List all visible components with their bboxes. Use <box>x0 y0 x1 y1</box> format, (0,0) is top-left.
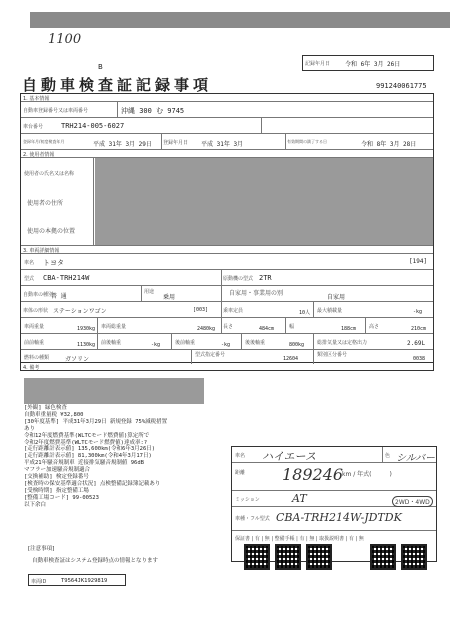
reg-label: 自動車登録番号又は車両番号 <box>23 108 89 114</box>
displacement-value: 2.69L <box>407 340 426 347</box>
notice-text: 自動車検査証はシステム登録時点の情報となります <box>32 558 158 564</box>
vehicle-id-box <box>28 574 126 586</box>
model-value: CBA-TRH214W <box>43 274 90 282</box>
form-color-label: 色 <box>385 453 391 459</box>
user-base-label: 使用の本拠の位置 <box>27 228 76 235</box>
user-name-label: 使用者の氏名又は名称 <box>24 171 75 177</box>
qr-code <box>275 544 301 570</box>
maker-value: トヨタ <box>43 259 64 267</box>
type-no-label: 型式指定番号 <box>195 352 226 358</box>
length-label: 長さ <box>223 324 234 330</box>
remarks-line: [走行距離計表示値] 81,300km(令和4年3月17日) <box>24 453 152 460</box>
form-carname-value: ハイエース <box>262 450 317 463</box>
height-label: 高さ <box>369 324 380 330</box>
reg-date-value: 平成 31年 3月 <box>201 141 244 148</box>
remarks-line: [走行距離計表示値] 135,600km(令和6年3月26日) <box>24 446 156 453</box>
rf-axle-value: -kg <box>221 342 231 348</box>
issue-date-label: 記録年月日 <box>305 61 331 67</box>
height-value: 210cm <box>411 326 427 332</box>
remarks-line: [受検時期] 指定整備工場 <box>24 487 89 494</box>
qr-code <box>370 544 396 570</box>
qr-code <box>244 544 270 570</box>
top-banner <box>30 12 450 28</box>
page-title: 自動車検査証記録事項 <box>22 76 213 94</box>
form-footer: 保証書 | 有 | 無 | 整備手帳 | 有 | 無 | 取扱説明書 | 有 | 無 <box>235 536 364 542</box>
form-type-value: CBA-TRH214W-JDTDK <box>276 511 402 524</box>
fuel-value: ガソリン <box>65 356 90 363</box>
redacted-user-info <box>95 158 433 245</box>
private-value: 自家用 <box>327 294 346 301</box>
form-distance-unit: km / 年式( ) <box>342 471 392 478</box>
displacement-label: 総排気量又は定格出力 <box>317 340 368 346</box>
expiry-value: 令和 8年 3月 28日 <box>361 141 417 148</box>
handwritten-note: 1100 <box>48 32 82 47</box>
max-load-label: 最大積載量 <box>317 308 343 314</box>
model-label: 型式 <box>24 276 35 282</box>
remarks-line: 平成21年騒音規制車 近接排気騒音規制値 96dB <box>24 460 144 467</box>
maker-label: 車名 <box>24 260 35 266</box>
expiry-label: 有効期間の満了する日 <box>287 139 327 144</box>
body-label: 車体の形状 <box>23 308 49 314</box>
engine-label: 原動機の型式 <box>223 276 254 282</box>
body-value: ステーションワゴン <box>53 308 107 315</box>
remarks-header <box>20 363 434 371</box>
remarks-line: 自動車重量税 ¥32,800 <box>24 411 84 418</box>
chassis-value: TRH214-005-6027 <box>61 122 125 130</box>
section-basic: 1. 基本情報 <box>23 96 50 102</box>
remarks-line: [交換補助] 検定登録番号 <box>24 474 89 480</box>
form-carname-label: 車名 <box>235 453 246 459</box>
inspection-record-sheet <box>20 93 434 363</box>
weight-value: 1930kg <box>77 326 96 332</box>
vehicle-id-value: T9564JK1929819 <box>61 578 108 584</box>
remarks-line: [外観] 緑色検査 <box>24 405 67 411</box>
engine-value: 2TR <box>259 274 272 282</box>
form-distance-label: 距離 <box>235 470 246 476</box>
fr-axle-value: -kg <box>151 342 161 348</box>
redacted-remarks-block <box>24 378 204 404</box>
maker-code: [194] <box>409 258 428 265</box>
issue-date-box <box>302 55 434 71</box>
section-vehicle: 3. 車両詳細情報 <box>23 248 60 254</box>
form-mission-label: ミッション <box>235 497 260 503</box>
remarks-line: [30年度基準] 平成31年3月29日 新規登録 75%減税措置 <box>24 418 168 425</box>
gross-label: 車両総重量 <box>101 324 127 330</box>
kind-label: 自動車の種別 <box>23 292 54 298</box>
form-type-label: 車種・フル型式 <box>235 516 270 522</box>
capacity-value: 10人 <box>299 310 311 316</box>
form-drive-value: 2WD・4WD <box>392 496 433 507</box>
rr-axle-value: 800kg <box>289 342 305 348</box>
weight-label: 車両重量 <box>24 324 45 330</box>
remarks-line: マフラー加速騒音規制適合 <box>24 467 91 474</box>
first-reg-label: 登録年月/初度検査年月 <box>23 139 65 144</box>
remarks-line: 令和2年度燃費基準(WLTCモード燃費値)達成率:? <box>24 439 148 446</box>
width-value: 188cm <box>341 326 357 332</box>
vehicle-id-label: 車両ID <box>31 579 47 585</box>
rf-axle-label: 後前軸重 <box>175 340 196 346</box>
width-label: 幅 <box>289 324 295 330</box>
section-user: 2. 使用者情報 <box>23 152 55 158</box>
fr-axle-label: 前後軸重 <box>101 340 122 346</box>
max-load-value: -kg <box>413 309 423 315</box>
remarks-line: あり <box>24 425 36 432</box>
class-no-value: 0038 <box>413 356 426 362</box>
type-no-value: 12604 <box>283 356 299 362</box>
chassis-label: 車台番号 <box>23 124 44 130</box>
reg-date-label: 登録年月日 <box>163 140 189 146</box>
ff-axle-value: 1130kg <box>77 342 96 348</box>
document-number: 991240061775 <box>376 82 427 90</box>
ff-axle-label: 前前軸重 <box>24 340 45 346</box>
issue-date-value: 令和 6年 3月 26日 <box>345 61 401 68</box>
fuel-label: 燃料の種類 <box>24 355 50 361</box>
remarks-line: 令和12年度燃費基準(WLTCモード燃費値)算定所で <box>24 432 150 439</box>
reg-value: 沖縄 300 む 9745 <box>121 107 185 115</box>
remarks-line: 以下余白 <box>24 501 47 508</box>
section-remarks: 4. 備考 <box>23 365 40 371</box>
notice-label: [注意事項] <box>28 546 55 552</box>
qr-code <box>306 544 332 570</box>
gross-value: 2480kg <box>197 326 216 332</box>
private-label: 自家用・事業用の別 <box>229 290 284 297</box>
capacity-label: 乗車定員 <box>223 308 244 314</box>
length-value: 484cm <box>259 326 275 332</box>
first-reg-value: 平成 31年 3月 29日 <box>93 141 152 148</box>
form-distance-value: 189246 <box>282 465 344 484</box>
remarks-line: [整備工場コード] 99-00523 <box>24 494 99 501</box>
form-mission-value: AT <box>292 492 307 505</box>
user-address-label: 使用者の住所 <box>27 200 64 207</box>
remarks-list <box>24 405 224 509</box>
body-code: [003] <box>193 307 209 313</box>
remarks-line: [検査時の保安基準適合状況] 点検整備記録簿記載あり <box>24 480 161 487</box>
use-value: 乗用 <box>163 294 176 301</box>
form-color-value: シルバー <box>396 453 436 464</box>
qr-code <box>401 544 427 570</box>
kind-value: 普 通 <box>51 293 67 300</box>
class-no-label: 類別区分番号 <box>317 352 348 358</box>
use-label: 用途 <box>144 289 155 295</box>
small-mark: B <box>98 63 103 71</box>
rr-axle-label: 後後軸重 <box>245 340 266 346</box>
